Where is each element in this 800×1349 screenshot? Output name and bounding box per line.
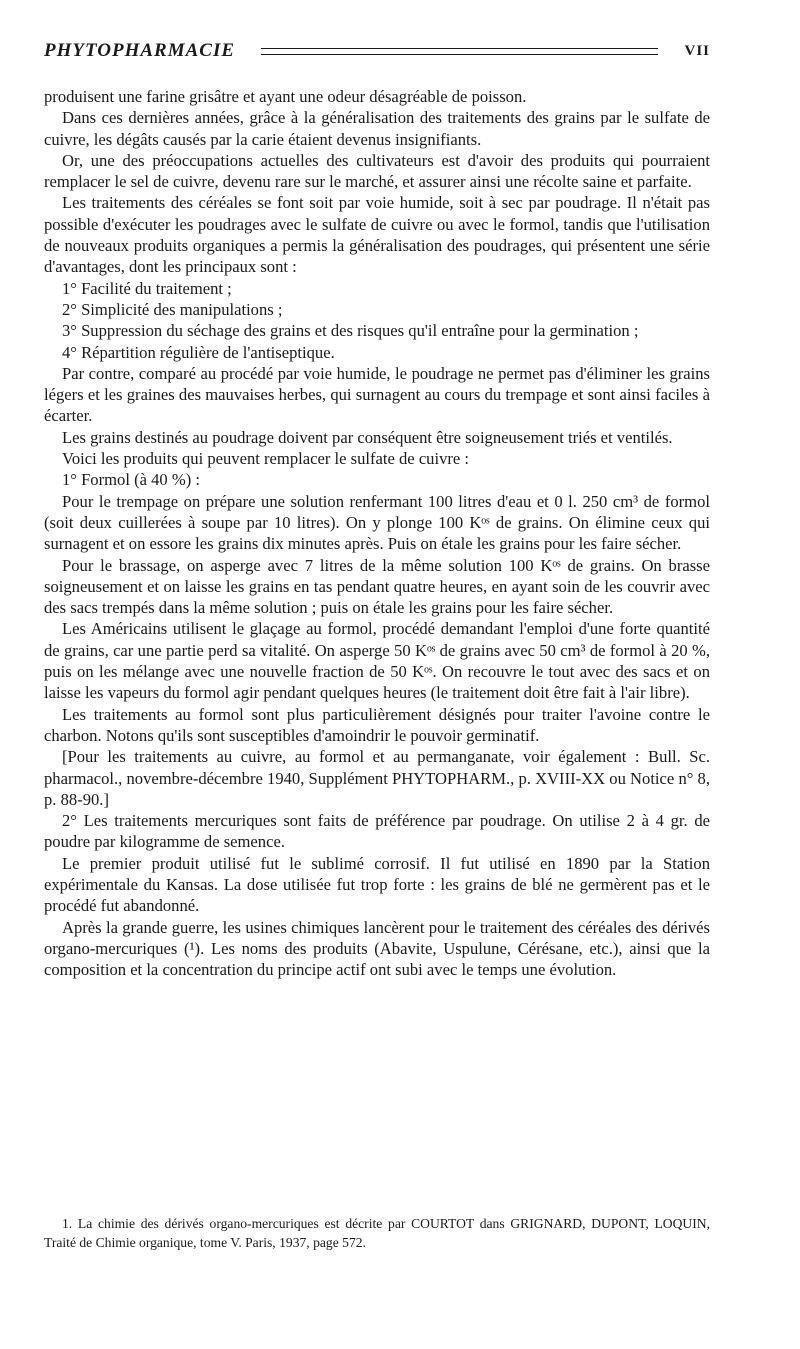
- paragraph: Les grains destinés au poudrage doivent par conséquent être soigneusement triés et ventilés.: [62, 427, 673, 447]
- paragraph: Or, une des préoccupations actuelles des cultivateurs est d'avoir des produits qui pourraient remplacer le sel de cuivre, devenu rare sur le marché, et assurer ainsi une récolte saine et parfaite.: [44, 150, 710, 192]
- paragraph: Les traitements au formol sont plus particulièrement désignés pour traiter l'avoine contre le charbon. Notons qu'ils sont susceptibles d'amoindrir le pouvoir germinatif.: [44, 704, 710, 745]
- paragraph: produisent une farine grisâtre et ayant une odeur désagréable de poisson.: [44, 87, 527, 106]
- page: [44, 0, 710, 1349]
- body-text: [44, 86, 710, 980]
- page-number: VII: [684, 42, 710, 59]
- running-title: PHYTOPHARMACIE: [44, 40, 236, 61]
- paragraph: Dans ces dernières années, grâce à la généralisation des traitements des grains par le sulfate de cuivre, les dégâts causés par la carie étaient devenus insignifiants.: [44, 108, 710, 149]
- list-item: 2° Simplicité des manipulations ;: [62, 299, 283, 319]
- paragraph: Après la grande guerre, les usines chimiques lancèrent pour le traitement des céréales des dérivés organo-mercuriques (¹). Les noms des produits (Abavite, Uspulune, Cérésane, etc.), ainsi que la composition et la concentration du principe actif ont subi avec le temps une évolution.: [44, 917, 710, 980]
- paragraph: Par contre, comparé au procédé par voie humide, le poudrage ne permet pas d'éliminer les grains légers et les graines des mauvaises herbes, qui surnagent au cours du trempage et sont ainsi faciles à écarter.: [44, 363, 710, 426]
- paragraph: Les Américains utilisent le glaçage au formol, procédé demandant l'emploi d'une forte quantité de grains, car une partie perd sa vitalité. On asperge 50 Kᵒˢ de grains avec 50 cm³ de formol à 20 %, puis on les mélange avec une nouvelle fraction de 50 Kᵒˢ. On recouvre le tout avec des sacs et on laisse les vapeurs du formol agir pendant quelques heures (le traitement doit être fait à l'air libre).: [44, 619, 710, 703]
- paragraph: Pour le brassage, on asperge avec 7 litres de la même solution 100 Kᵒˢ de grains. On brasse soigneusement et on laisse les grains en tas pendant quatre heures, en ayant soin de les couvrir avec des sacs trempés dans la même solution ; puis on étale les grains pour les faire sécher.: [44, 555, 710, 618]
- footnote-text: 1. La chimie des dérivés organo-mercuriques est décrite par COURTOT dans GRIGNARD, DUPONT, LOQUIN, Traité de Chimie organique, tome V. Paris, 1937, page 572.: [44, 1216, 710, 1250]
- footnote: [44, 1214, 710, 1252]
- list-item: 1° Formol (à 40 %) :: [62, 470, 200, 490]
- paragraph: [Pour les traitements au cuivre, au formol et au permanganate, voir également : Bull. Sc. pharmacol., novembre-décembre 1940, Supplément PHYTOPHARM., p. XVIII-XX ou Notice n° 8, p. 88-90.]: [44, 747, 710, 809]
- paragraph: 2° Les traitements mercuriques sont faits de préférence par poudrage. On utilise 2 à 4 gr. de poudre par kilogramme de semence.: [44, 811, 710, 852]
- paragraph: Les traitements des céréales se font soit par voie humide, soit à sec par poudrage. Il n'était pas possible d'exécuter les poudrages avec le sulfate de cuivre ou avec le formol, tandis que l'utilisation de nouveaux produits organiques a permis la généralisation des poudrages, qui présentent une série d'avantages, dont les principaux sont :: [44, 193, 710, 277]
- paragraph: Le premier produit utilisé fut le sublimé corrosif. Il fut utilisé en 1890 par la Station expérimentale du Kansas. La dose utilisée fut trop forte : les grains de blé ne germèrent pas et le procédé fut abandonné.: [44, 853, 710, 916]
- list-item: 3° Suppression du séchage des grains et des risques qu'il entraîne pour la germination ;: [62, 321, 639, 341]
- list-item: 1° Facilité du traitement ;: [62, 278, 232, 298]
- header-rule: [261, 48, 658, 55]
- list-item: 4° Répartition régulière de l'antiseptique.: [62, 342, 335, 362]
- paragraph: Voici les produits qui peuvent remplacer le sulfate de cuivre :: [62, 449, 470, 469]
- page-header: [44, 38, 710, 64]
- paragraph: Pour le trempage on prépare une solution renfermant 100 litres d'eau et 0 l. 250 cm³ de formol (soit deux cuillerées à soupe par 10 litres). On y plonge 100 Kᵒˢ de grains. On élimine ceux qui surnagent et on essore les grains dix minutes après. Puis on étale les grains pour les faire sécher.: [44, 491, 710, 554]
